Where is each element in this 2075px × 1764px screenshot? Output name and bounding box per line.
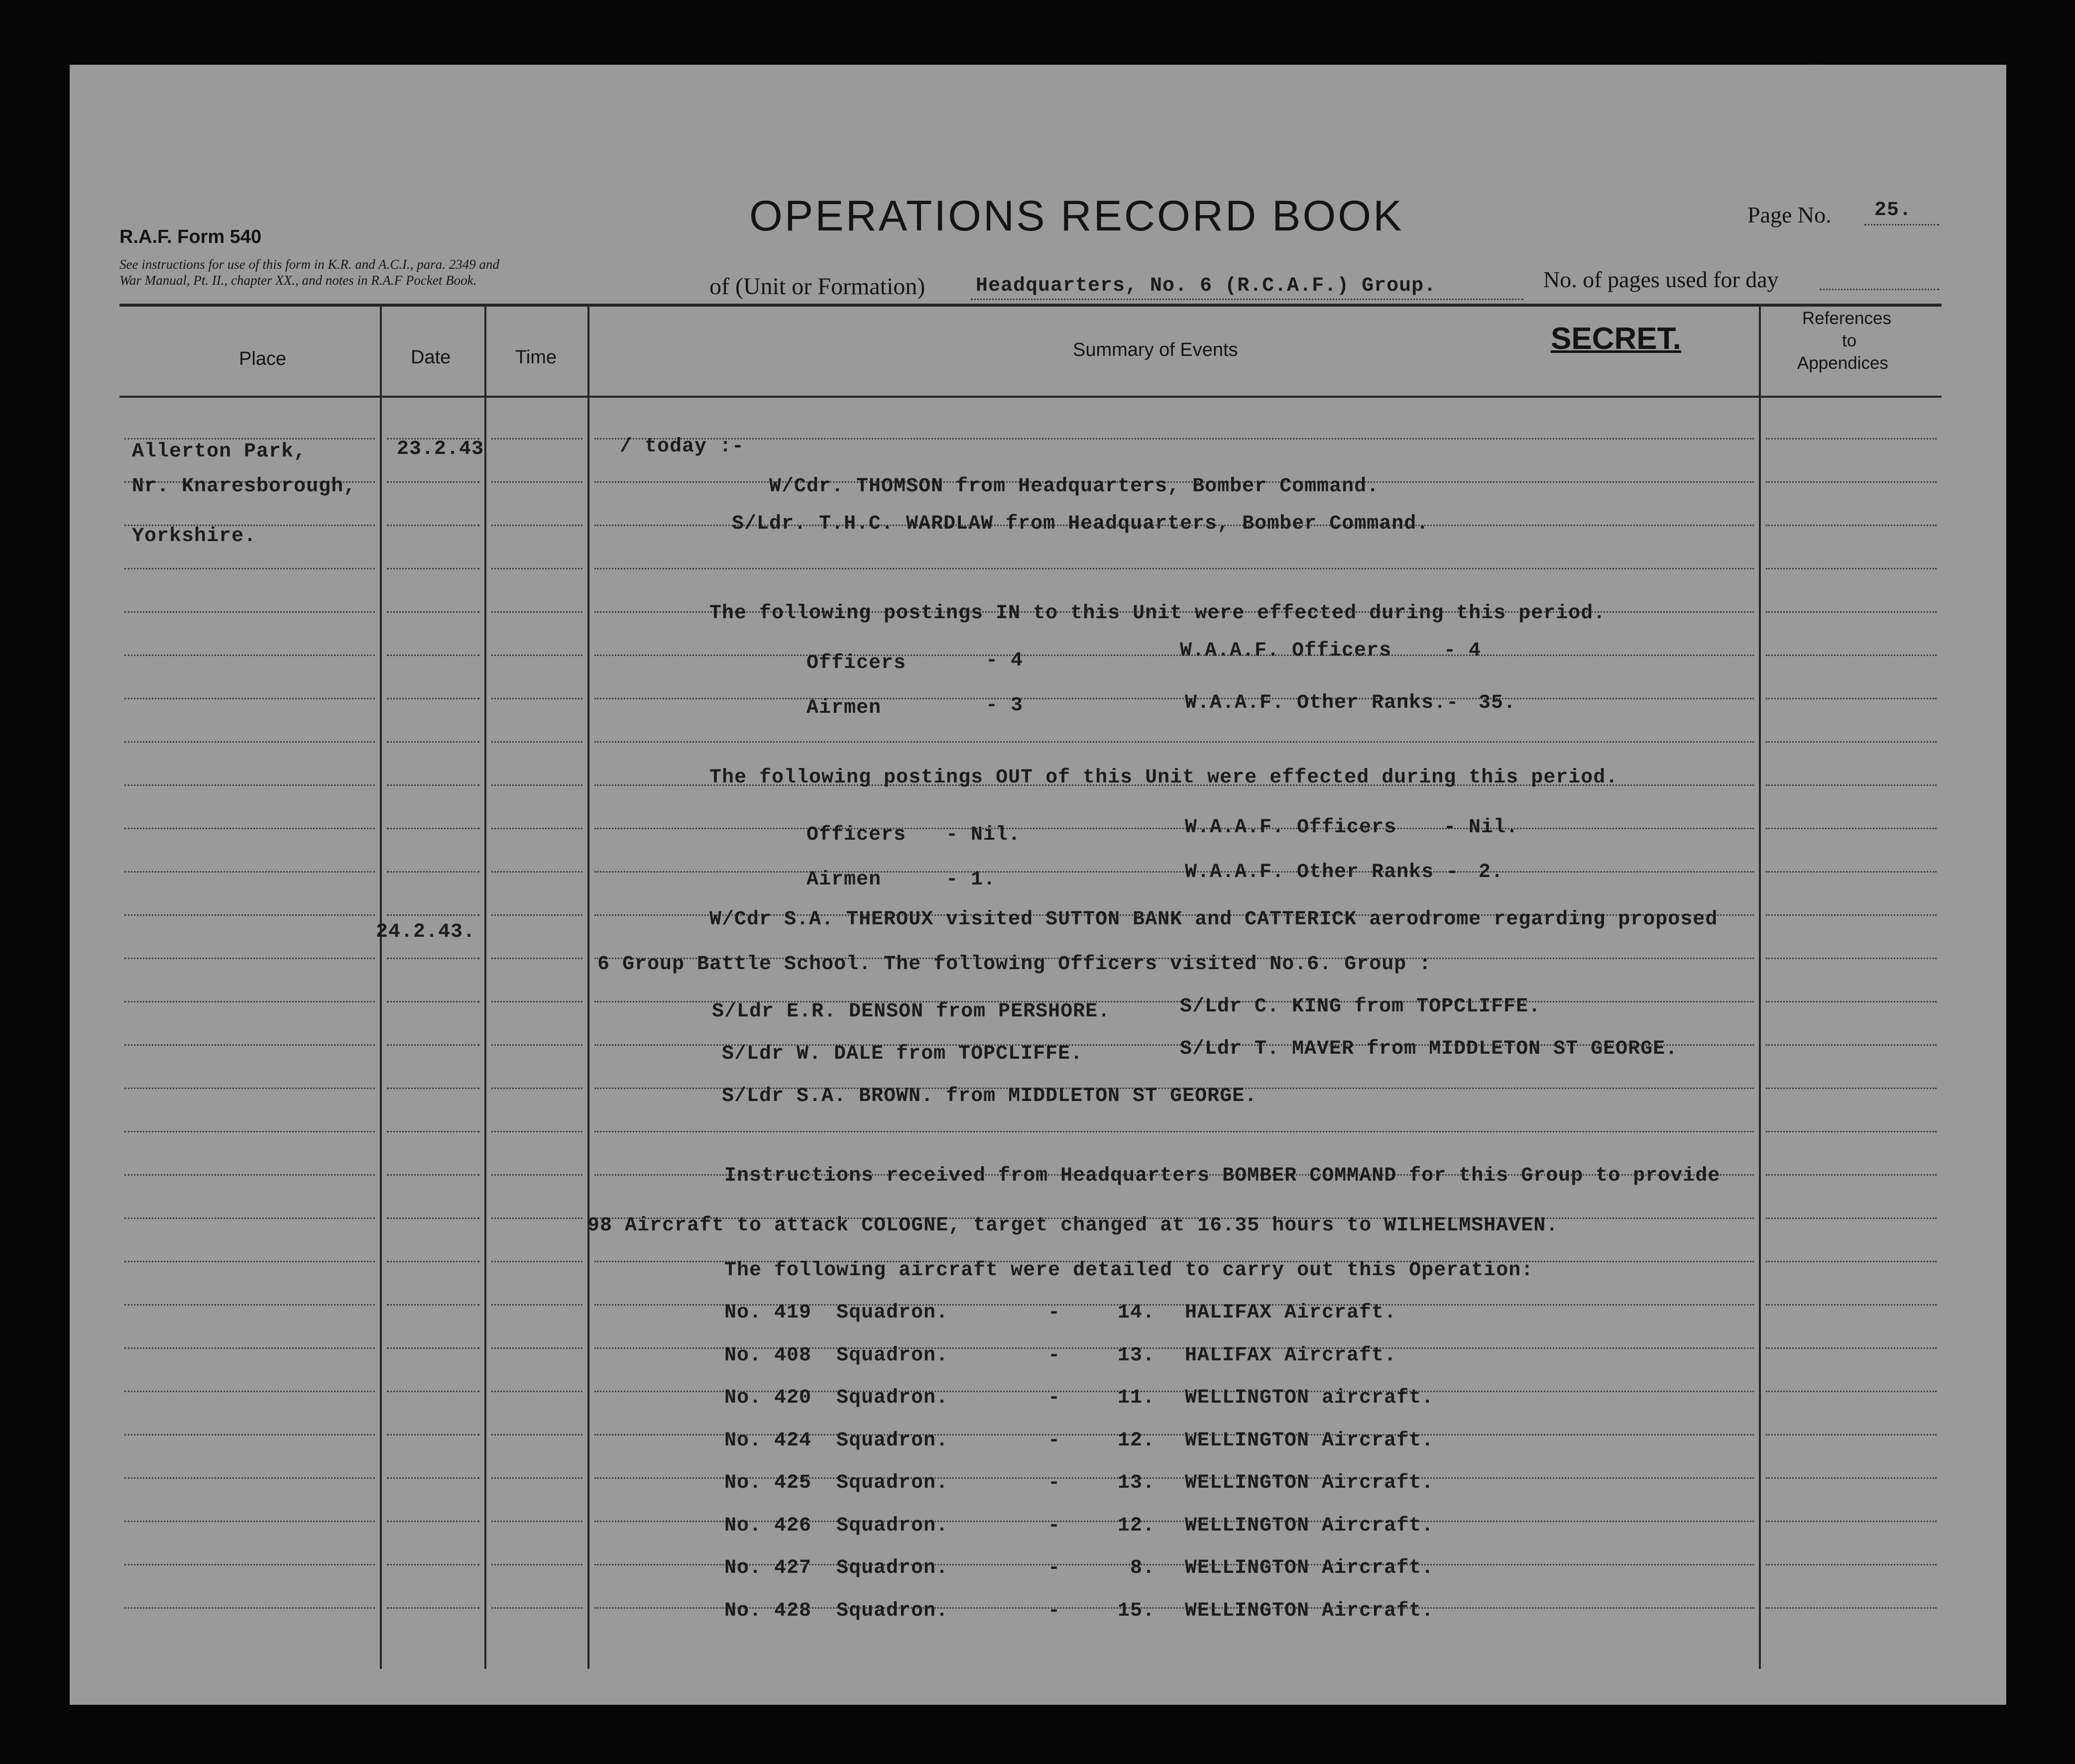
page-number-value: 25. <box>1874 199 1912 221</box>
squadron-dash: - <box>1048 1600 1061 1622</box>
page-number-label: Page No. <box>1747 202 1832 227</box>
ruled-line <box>387 1304 479 1306</box>
ruled-line <box>594 1131 1754 1132</box>
squadron-label: Squadron. <box>836 1344 949 1367</box>
summary-line-16: 98 Aircraft to attack COLOGNE, target changed at 16.35 hours to WILHELMSHAVEN. <box>587 1214 1559 1237</box>
squadron-no: No. 427 <box>724 1557 812 1579</box>
col-header-time: Time <box>515 347 557 368</box>
ruled-line <box>1766 1521 1937 1522</box>
ruled-line <box>124 655 375 656</box>
squadron-dash: - <box>1048 1344 1061 1367</box>
ruled-line <box>1766 741 1937 743</box>
secret-stamp: SECRET. <box>1551 322 1681 356</box>
ruled-line <box>594 828 1754 829</box>
ruled-line <box>1766 1217 1937 1219</box>
ruled-line <box>491 568 582 569</box>
col-divider-place <box>380 305 382 1669</box>
ruled-line <box>1766 784 1937 786</box>
ruled-line <box>1766 1001 1937 1002</box>
squadron-label: Squadron. <box>836 1515 949 1537</box>
ruled-line <box>387 1347 479 1349</box>
ruled-line <box>491 828 582 829</box>
col-header-refs-3: Appendices <box>1797 353 1888 373</box>
ruled-line <box>387 871 479 873</box>
ruled-line <box>491 1434 582 1435</box>
col-header-date: Date <box>411 347 451 368</box>
ruled-line <box>124 1434 375 1435</box>
ruled-line <box>1766 698 1937 699</box>
postings-in-airmen-count: - 3 <box>986 694 1024 717</box>
squadron-type: WELLINGTON Aircraft. <box>1185 1557 1434 1579</box>
col-divider-date <box>484 305 486 1669</box>
ruled-line <box>491 1131 582 1132</box>
ruled-line <box>594 568 1754 569</box>
squadron-type: WELLINGTON Aircraft. <box>1185 1472 1434 1494</box>
ruled-line <box>387 784 479 786</box>
ruled-line <box>124 698 375 699</box>
ruled-line <box>594 871 1754 873</box>
squadron-dash: - <box>1048 1302 1061 1324</box>
squadron-type: WELLINGTON Aircraft. <box>1185 1430 1434 1452</box>
squadron-count: 15. <box>1118 1600 1155 1622</box>
ruled-line <box>491 438 582 440</box>
ruled-line <box>387 1261 479 1262</box>
postings-in-waaf-officers-count: - 4 <box>1444 640 1482 662</box>
squadron-type: HALIFAX Aircraft. <box>1185 1302 1397 1324</box>
squadron-no: No. 428 <box>724 1600 812 1622</box>
officer-visit-5: S/Ldr S.A. BROWN. from MIDDLETON ST GEORGE. <box>722 1085 1258 1107</box>
ruled-line <box>387 655 479 656</box>
squadron-label: Squadron. <box>836 1472 949 1494</box>
ruled-line <box>594 741 1754 743</box>
unit-rule <box>971 299 1523 300</box>
summary-line-1: / today :- <box>620 436 745 458</box>
ruled-line <box>1766 1347 1937 1349</box>
ruled-line <box>1766 1174 1937 1176</box>
squadron-count: 14. <box>1118 1302 1155 1324</box>
ruled-line <box>124 1044 375 1046</box>
ruled-line <box>491 914 582 916</box>
ruled-line <box>491 871 582 873</box>
col-divider-refs <box>1759 305 1761 1669</box>
squadron-no: No. 420 <box>724 1387 812 1409</box>
ruled-line <box>491 1261 582 1262</box>
ruled-line <box>491 1304 582 1306</box>
col-header-summary: Summary of Events <box>1073 339 1238 360</box>
ruled-line <box>1766 1044 1937 1046</box>
ruled-line <box>387 1564 479 1565</box>
squadron-dash: - <box>1048 1515 1061 1537</box>
ruled-line <box>124 568 375 569</box>
ruled-line <box>594 698 1754 699</box>
ruled-line <box>1766 1607 1937 1609</box>
ruled-line <box>491 655 582 656</box>
ruled-line <box>491 1001 582 1002</box>
ruled-line <box>124 1391 375 1392</box>
officer-visit-3: S/Ldr W. DALE from TOPCLIFFE. <box>722 1043 1083 1065</box>
postings-out-officers: Officers <box>807 824 907 846</box>
postings-in-waaf-other-count: 35. <box>1479 692 1516 714</box>
ruled-line <box>124 871 375 873</box>
ruled-line <box>387 1391 479 1392</box>
officer-visit-1: S/Ldr E.R. DENSON from PERSHORE. <box>712 1000 1111 1023</box>
ruled-line <box>1766 1434 1937 1435</box>
ruled-line <box>124 958 375 959</box>
ruled-line <box>1766 1564 1937 1565</box>
ruled-line <box>124 611 375 613</box>
squadron-dash: - <box>1048 1557 1061 1579</box>
ruled-line <box>124 1564 375 1565</box>
pages-used-label: No. of pages used for day <box>1543 267 1779 292</box>
date-entry-2: 24.2.43. <box>376 921 476 943</box>
ruled-line <box>387 1174 479 1176</box>
ruled-line <box>491 741 582 743</box>
form-id: R.A.F. Form 540 <box>119 226 262 247</box>
ruled-line <box>491 1044 582 1046</box>
col-header-refs-2: to <box>1842 331 1857 350</box>
postings-in-officers-count: - 4 <box>986 650 1024 672</box>
squadron-label: Squadron. <box>836 1557 949 1579</box>
ruled-line <box>491 1477 582 1479</box>
postings-in-waaf-officers: W.A.A.F. Officers <box>1180 640 1392 662</box>
squadron-count: 11. <box>1118 1387 1155 1409</box>
postings-in-officers: Officers <box>807 652 907 674</box>
ruled-line <box>387 568 479 569</box>
ruled-line <box>594 655 1754 656</box>
ruled-line <box>387 741 479 743</box>
squadron-dash: - <box>1048 1430 1061 1452</box>
ruled-line <box>1766 1304 1937 1306</box>
postings-out-airmen: Airmen <box>807 869 882 891</box>
squadron-no: No. 408 <box>724 1344 812 1367</box>
ruled-line <box>387 698 479 699</box>
squadron-no: No. 425 <box>724 1472 812 1494</box>
ruled-line <box>387 1434 479 1435</box>
ruled-line <box>491 525 582 526</box>
postings-out-waaf-officers-count: - Nil. <box>1444 816 1519 839</box>
ruled-line <box>387 914 479 916</box>
ruled-line <box>124 914 375 916</box>
place-line-3: Yorkshire. <box>132 525 257 548</box>
table-header-rule <box>119 396 1942 398</box>
place-line-1: Allerton Park, <box>132 441 307 463</box>
ruled-line <box>1766 1391 1937 1392</box>
ruled-line <box>1766 914 1937 916</box>
unit-label: of (Unit or Formation) <box>709 273 925 300</box>
squadron-no: No. 419 <box>724 1302 812 1324</box>
squadron-no: No. 424 <box>724 1430 812 1452</box>
ruled-line <box>387 1088 479 1089</box>
ruled-line <box>491 1347 582 1349</box>
squadron-count: 13. <box>1118 1472 1155 1494</box>
ruled-line <box>1766 1261 1937 1262</box>
ruled-line <box>124 1521 375 1522</box>
ruled-line <box>491 784 582 786</box>
form-instructions: See instructions for use of this form in K.R. and A.C.I., para. 2349 and War Manual, Pt. II., chapter XX., and notes in R.A.F Pocket Book. <box>119 257 500 288</box>
squadron-label: Squadron. <box>836 1387 949 1409</box>
squadron-count: 12. <box>1118 1430 1155 1452</box>
ruled-line <box>491 958 582 959</box>
ruled-line <box>491 1391 582 1392</box>
summary-line-4: The following postings IN to this Unit were effected during this period. <box>709 602 1606 625</box>
unit-value: Headquarters, No. 6 (R.C.A.F.) Group. <box>976 275 1437 297</box>
ruled-line <box>387 481 479 483</box>
ruled-line <box>124 1477 375 1479</box>
squadron-label: Squadron. <box>836 1302 949 1324</box>
ruled-line <box>1766 655 1937 656</box>
postings-out-officers-count: - Nil. <box>946 824 1021 846</box>
summary-line-3: S/Ldr. T.H.C. WARDLAW from Headquarters, Bomber Command. <box>732 513 1429 535</box>
squadron-dash: - <box>1048 1472 1061 1494</box>
ruled-line <box>387 1044 479 1046</box>
squadron-no: No. 426 <box>724 1515 812 1537</box>
summary-line-11: 6 Group Battle School. The following Officers visited No.6. Group : <box>597 953 1432 976</box>
ruled-line <box>124 1607 375 1609</box>
postings-out-airmen-count: - 1. <box>946 869 996 891</box>
ruled-line <box>124 1261 375 1262</box>
ruled-line <box>124 1217 375 1219</box>
ruled-line <box>491 1088 582 1089</box>
squadron-label: Squadron. <box>836 1430 949 1452</box>
summary-line-17: The following aircraft were detailed to carry out this Operation: <box>724 1259 1534 1282</box>
ruled-line <box>387 1131 479 1132</box>
ruled-line <box>387 1001 479 1002</box>
col-header-place: Place <box>239 348 287 369</box>
ruled-line <box>387 525 479 526</box>
ruled-line <box>491 481 582 483</box>
ruled-line <box>491 611 582 613</box>
page-title: OPERATIONS RECORD BOOK <box>749 192 1404 240</box>
summary-line-15: Instructions received from Headquarters BOMBER COMMAND for this Group to provide <box>724 1165 1721 1187</box>
officer-visit-4: S/Ldr T. MAVER from MIDDLETON ST GEORGE. <box>1180 1038 1678 1060</box>
ruled-line <box>1766 1477 1937 1479</box>
ruled-line <box>124 1001 375 1002</box>
col-divider-time <box>587 305 589 1669</box>
table-top-rule <box>119 304 1942 307</box>
ruled-line <box>491 1607 582 1609</box>
ruled-line <box>491 1217 582 1219</box>
ruled-line <box>491 698 582 699</box>
ruled-line <box>491 1521 582 1522</box>
ruled-line <box>491 1174 582 1176</box>
squadron-type: HALIFAX Aircraft. <box>1185 1344 1397 1367</box>
place-line-2: Nr. Knaresborough, <box>132 475 356 498</box>
squadron-count: 13. <box>1118 1344 1155 1367</box>
postings-out-waaf-officers: W.A.A.F. Officers <box>1185 816 1397 839</box>
summary-line-10: W/Cdr S.A. THEROUX visited SUTTON BANK and CATTERICK aerodrome regarding proposed <box>709 908 1718 931</box>
ruled-line <box>1766 828 1937 829</box>
date-entry-1: 23.2.43 <box>397 438 484 460</box>
ruled-line <box>1766 611 1937 613</box>
postings-in-waaf-other: W.A.A.F. Other Ranks.- <box>1185 692 1459 714</box>
postings-in-airmen: Airmen <box>807 697 882 719</box>
ruled-line <box>491 1564 582 1565</box>
ruled-line <box>1766 1088 1937 1089</box>
ruled-line <box>1766 958 1937 959</box>
squadron-dash: - <box>1048 1387 1061 1409</box>
summary-line-7: The following postings OUT of this Unit were effected during this period. <box>709 767 1618 789</box>
page-number-rule <box>1864 224 1939 225</box>
ruled-line <box>1766 438 1937 440</box>
ruled-line <box>124 1174 375 1176</box>
ruled-line <box>124 1304 375 1306</box>
ruled-line <box>124 741 375 743</box>
pages-used-rule <box>1820 289 1939 290</box>
ruled-line <box>1766 871 1937 873</box>
col-header-refs-1: References <box>1802 309 1891 328</box>
ruled-line <box>1766 525 1937 526</box>
squadron-type: WELLINGTON Aircraft. <box>1185 1600 1434 1622</box>
postings-out-waaf-other: W.A.A.F. Other Ranks - <box>1185 861 1459 883</box>
ruled-line <box>1766 481 1937 483</box>
ruled-line <box>594 438 1754 440</box>
ruled-line <box>124 438 375 440</box>
squadron-type: WELLINGTON Aircraft. <box>1185 1515 1434 1537</box>
ruled-line <box>1766 568 1937 569</box>
ruled-line <box>124 828 375 829</box>
ruled-line <box>387 1607 479 1609</box>
postings-out-waaf-other-count: 2. <box>1479 861 1504 883</box>
summary-line-2: W/Cdr. THOMSON from Headquarters, Bomber Command. <box>769 475 1380 498</box>
squadron-type: WELLINGTON aircraft. <box>1185 1387 1434 1409</box>
squadron-count: 12. <box>1118 1515 1155 1537</box>
ruled-line <box>124 1088 375 1089</box>
ruled-line <box>124 1347 375 1349</box>
ruled-line <box>387 1521 479 1522</box>
ruled-line <box>124 784 375 786</box>
ruled-line <box>387 611 479 613</box>
squadron-count: 8. <box>1130 1557 1155 1579</box>
ruled-line <box>387 1217 479 1219</box>
record-page <box>70 65 2006 1705</box>
squadron-label: Squadron. <box>836 1600 949 1622</box>
ruled-line <box>387 828 479 829</box>
ruled-line <box>1766 1131 1937 1132</box>
ruled-line <box>387 958 479 959</box>
officer-visit-2: S/Ldr C. KING from TOPCLIFFE. <box>1180 995 1541 1018</box>
ruled-line <box>124 1131 375 1132</box>
ruled-line <box>387 1477 479 1479</box>
